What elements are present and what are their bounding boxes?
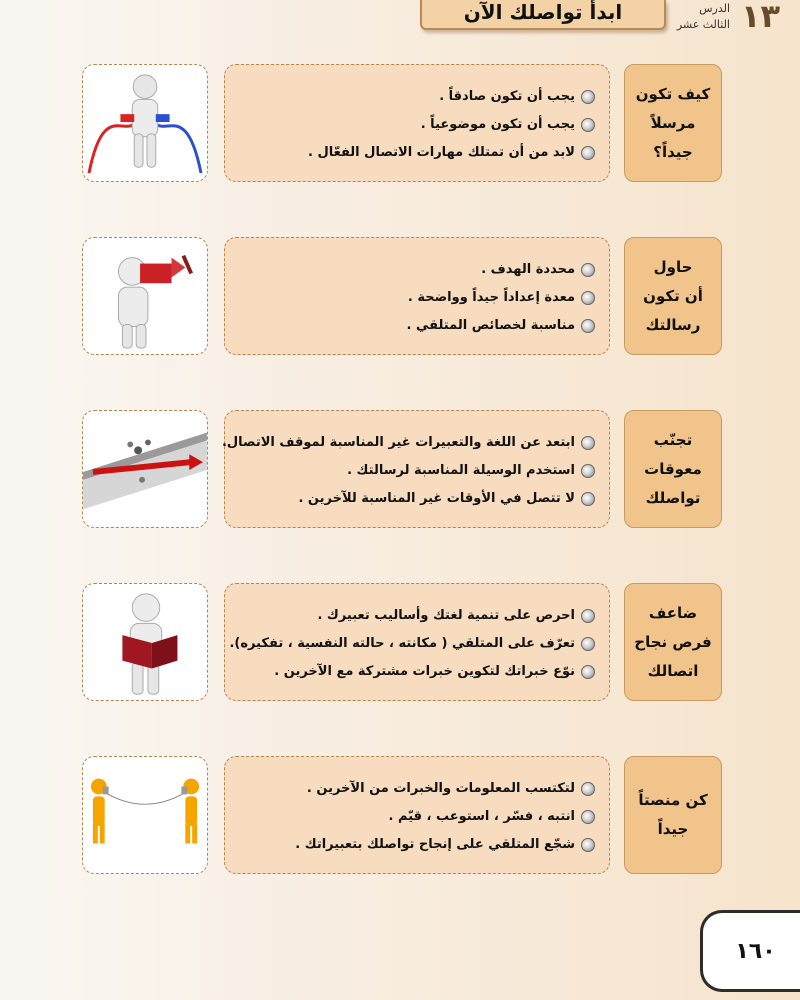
bullet-text: لتكتسب المعلومات والخبرات من الآخرين . <box>306 781 575 796</box>
bullet-list <box>224 64 610 182</box>
lesson-number: ١٣ <box>740 0 780 35</box>
topic-box: كيف تكون مرسلاً جيداً؟ <box>624 64 722 182</box>
bullet-text: نوّع خبراتك لتكوين خبرات مشتركة مع الآخرين . <box>274 664 575 679</box>
list-item <box>221 432 595 454</box>
bullet-list <box>221 410 610 528</box>
bullet-list <box>224 756 610 874</box>
arrow-breaking-wall-icon <box>82 410 208 528</box>
list-item <box>229 633 595 655</box>
bullet-icon <box>581 838 595 852</box>
tin-can-phone-icon <box>82 756 208 874</box>
list-item <box>235 488 595 510</box>
list-item <box>235 142 595 164</box>
figure-with-slingshot-icon <box>82 237 208 355</box>
list-item <box>235 259 595 281</box>
bullet-text: يجب أن تكون صادقاً . <box>439 89 575 104</box>
bullet-icon <box>581 436 595 450</box>
list-item <box>235 778 595 800</box>
bullet-icon <box>581 464 595 478</box>
list-item <box>235 86 595 108</box>
topic-box: تجنّب معوقات تواصلك <box>624 410 722 528</box>
bullet-icon <box>581 637 595 651</box>
figure-reading-book-icon <box>82 583 208 701</box>
bullet-icon <box>581 146 595 160</box>
list-item <box>235 114 595 136</box>
section-row-sender <box>0 64 800 184</box>
bullet-text: تعرّف على المتلقي ( مكانته ، حالته النفسية ، تفكيره). <box>229 636 575 651</box>
list-item <box>235 806 595 828</box>
bullet-text: لا تتصل في الأوقات غير المناسبة للآخرين . <box>298 491 575 506</box>
topic-box: حاول أن تكون رسالتك <box>624 237 722 355</box>
section-row-listener <box>0 756 800 876</box>
bullet-text: مناسبة لخصائص المتلقي . <box>406 318 575 333</box>
list-item <box>235 834 595 856</box>
lesson-ordinal: الثالث عشر <box>676 18 730 31</box>
bullet-text: معدة إعداداً جيداً وواضحة . <box>407 290 575 305</box>
bullet-icon <box>581 90 595 104</box>
list-item <box>235 315 595 337</box>
bullet-text: احرص على تنمية لغتك وأساليب تعبيرك . <box>317 608 575 623</box>
bullet-icon <box>581 291 595 305</box>
list-item <box>235 661 595 683</box>
bullet-icon <box>581 118 595 132</box>
bullet-text: يجب أن تكون موضوعياً . <box>420 117 575 132</box>
bullet-list <box>224 237 610 355</box>
list-item <box>235 287 595 309</box>
list-item <box>235 460 595 482</box>
section-row-obstacles <box>0 410 800 530</box>
topic-box: كن منصتاً جيداً <box>624 756 722 874</box>
lesson-title-banner: ابدأ تواصلك الآن <box>420 0 666 30</box>
section-row-message <box>0 237 800 357</box>
section-row-success <box>0 583 800 703</box>
bullet-text: ابتعد عن اللغة والتعبيرات غير المناسبة لموقف الاتصال. <box>221 435 575 450</box>
page-number: ١٦٠ <box>700 910 800 992</box>
bullet-icon <box>581 263 595 277</box>
bullet-icon <box>581 609 595 623</box>
bullet-icon <box>581 810 595 824</box>
bullet-icon <box>581 319 595 333</box>
list-item <box>235 605 595 627</box>
figure-holding-cables-icon <box>82 64 208 182</box>
bullet-text: انتبه ، فسّر ، استوعب ، قيّم . <box>388 809 575 824</box>
bullet-icon <box>581 782 595 796</box>
bullet-text: استخدم الوسيلة المناسبة لرسالتك . <box>347 463 575 478</box>
bullet-icon <box>581 492 595 506</box>
bullet-text: شجّع المتلقي على إنجاح تواصلك بتعبيراتك . <box>295 837 575 852</box>
bullet-icon <box>581 665 595 679</box>
bullet-text: لابد من أن تمتلك مهارات الاتصال الفعّال . <box>307 145 575 160</box>
lesson-label: الدرس <box>699 2 730 15</box>
bullet-text: محددة الهدف . <box>481 262 575 277</box>
topic-box: ضاعف فرص نجاح اتصالك <box>624 583 722 701</box>
bullet-list <box>224 583 610 701</box>
